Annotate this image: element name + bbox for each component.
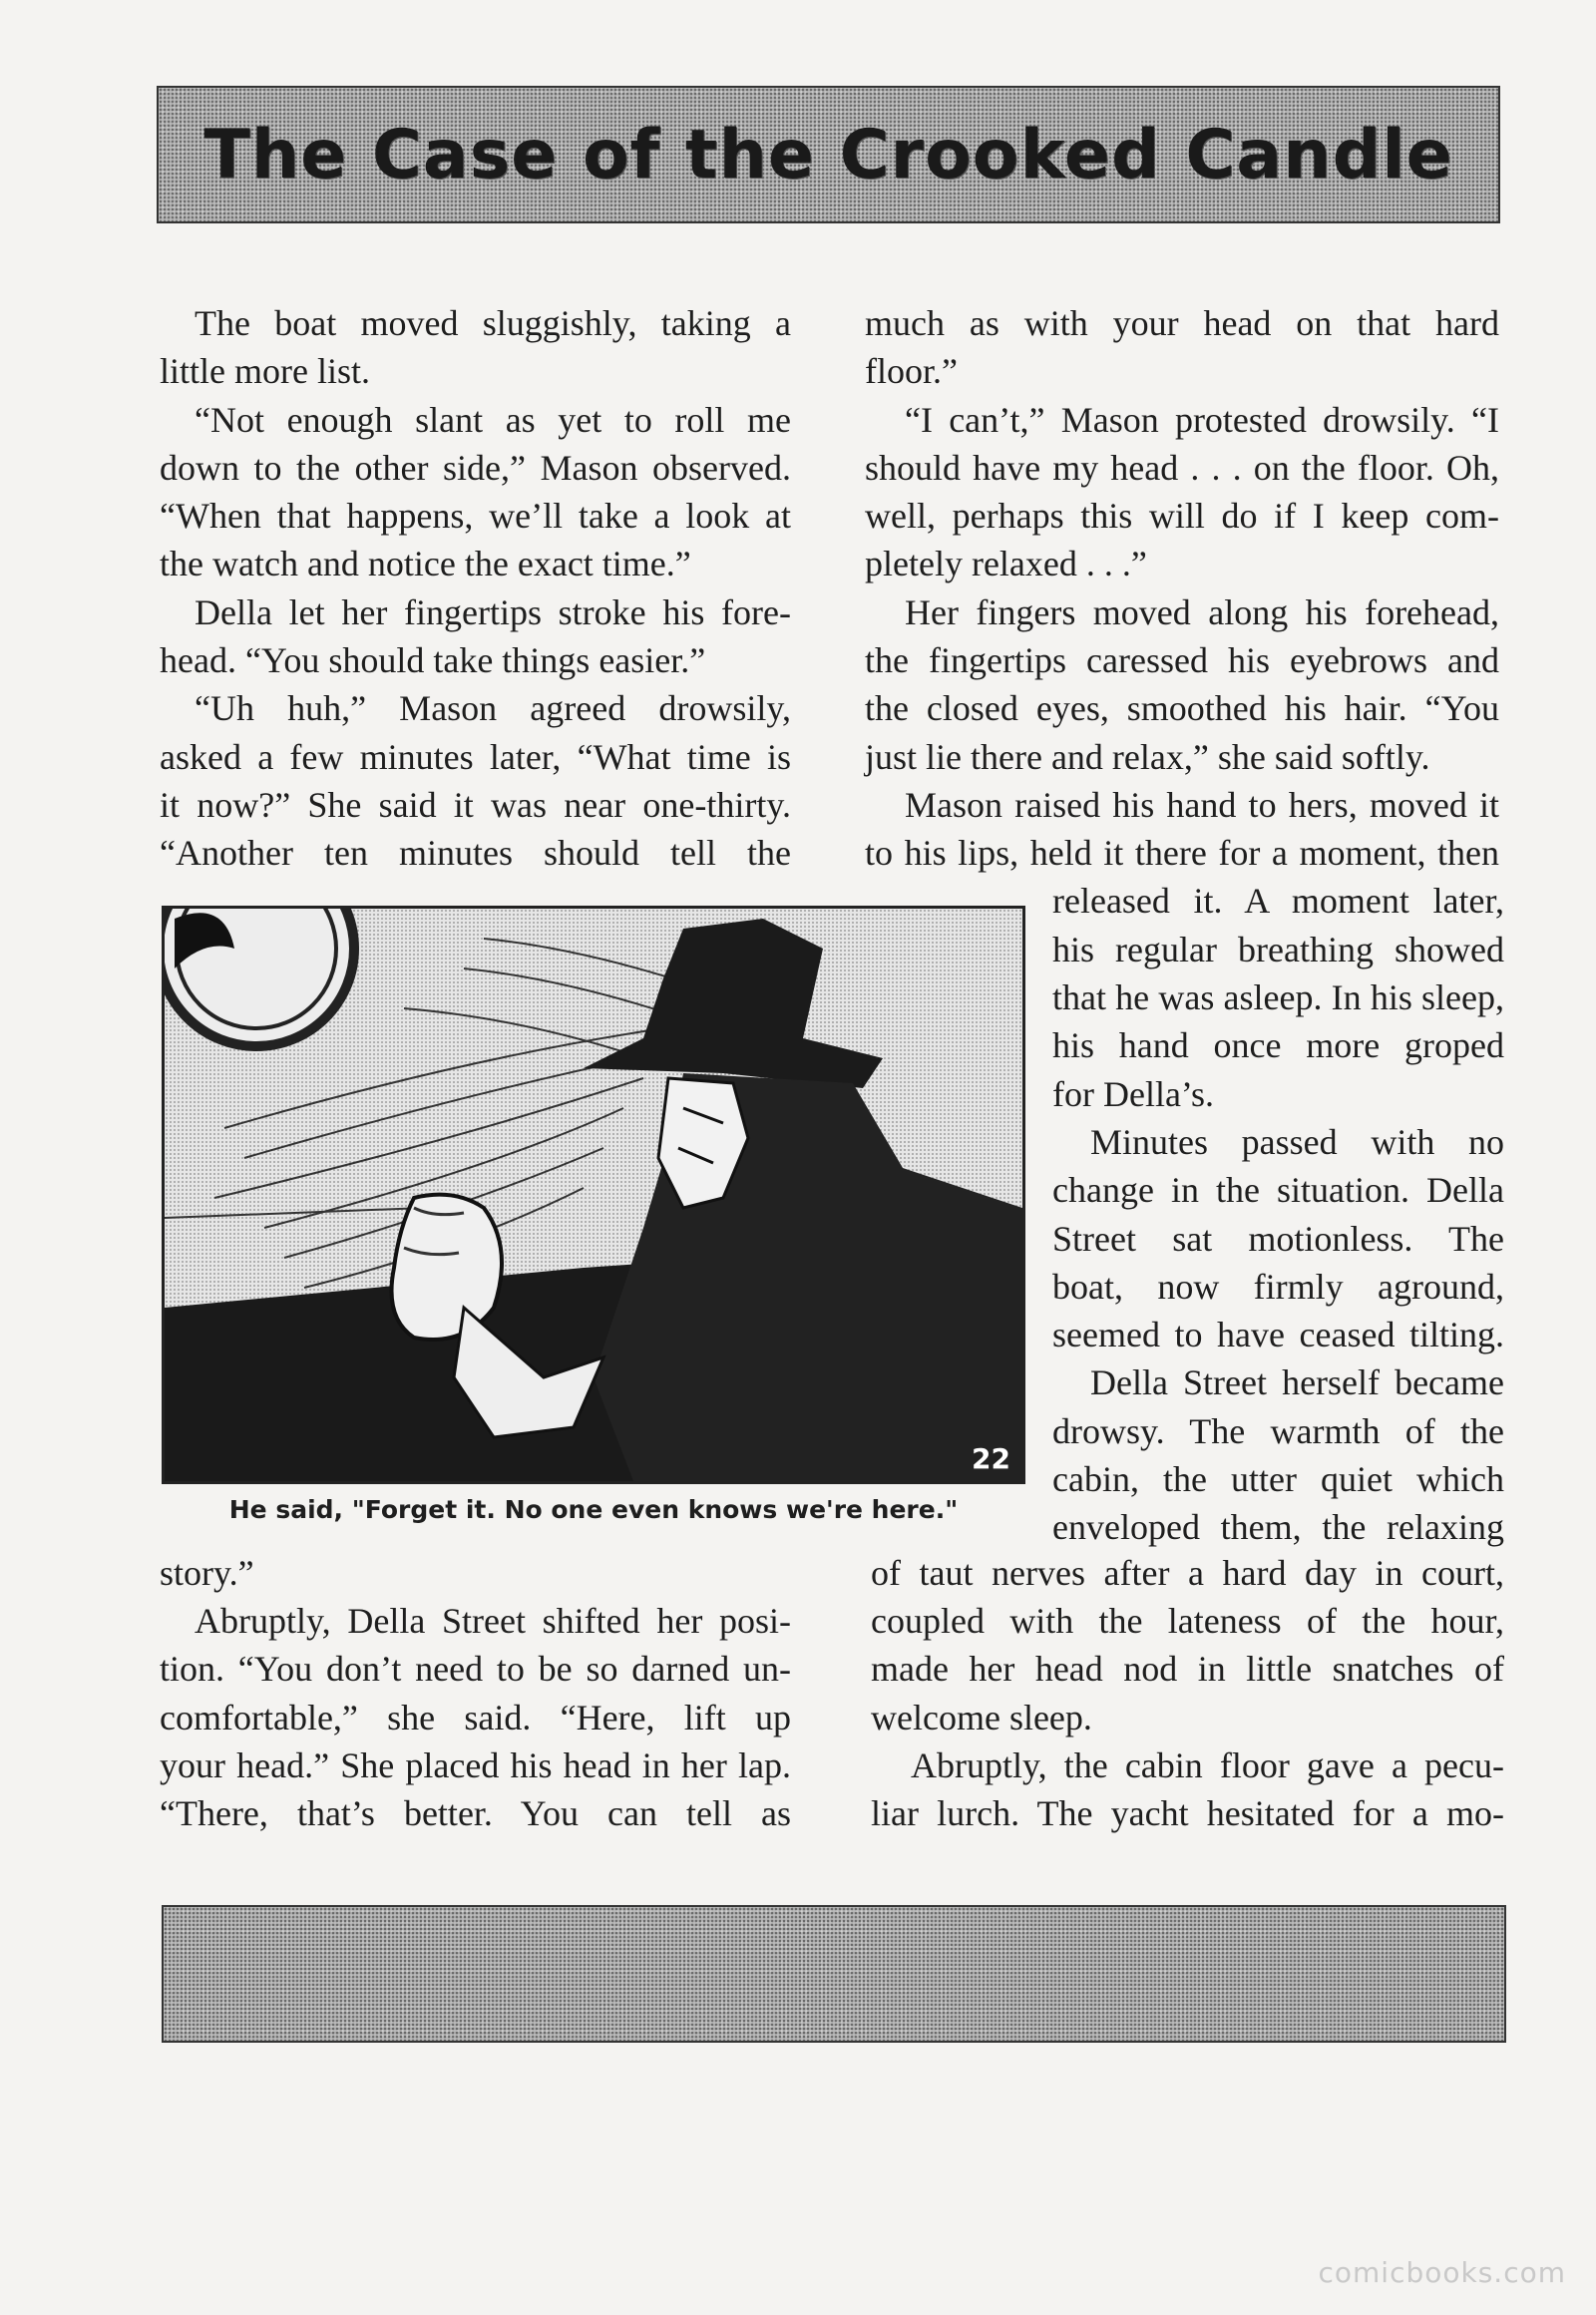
text-line: Abruptly, the cabin floor gave a pecu- <box>911 1745 1504 1785</box>
text-line: Della let her fingertips stroke his fore- <box>195 592 791 632</box>
text-line: made her head nod in little snatches of <box>871 1649 1504 1689</box>
text-line: drowsy. The warmth of the <box>1052 1411 1504 1451</box>
text-line: Della Street herself became <box>1090 1362 1504 1402</box>
text-line: cabin, the utter quiet which <box>1052 1459 1504 1499</box>
text-line: Minutes passed with no <box>1090 1122 1504 1162</box>
text-line: much as with your head on that hard <box>865 303 1499 343</box>
text-line: “There, that’s better. You can tell as <box>160 1793 791 1833</box>
text-line: comfortable,” she said. “Here, lift up <box>160 1698 791 1737</box>
text-line: Her fingers moved along his forehead, <box>905 592 1499 632</box>
text-line: pletely relaxed . . .” <box>865 544 1147 583</box>
text-line: “When that happens, we’ll take a look at <box>160 496 791 536</box>
text-line: story.” <box>160 1553 254 1593</box>
text-line: Street sat motionless. The <box>1052 1219 1504 1259</box>
text-line: liar lurch. The yacht hesitated for a mo- <box>871 1793 1504 1833</box>
story-title: The Case of the Crooked Candle <box>203 115 1453 194</box>
text-line: just lie there and relax,” she said softly. <box>865 737 1430 777</box>
text-line: the closed eyes, smoothed his hair. “You <box>865 688 1499 728</box>
text-line: that he was asleep. In his sleep, <box>1052 977 1504 1017</box>
text-line: little more list. <box>160 351 370 391</box>
text-line: coupled with the lateness of the hour, <box>871 1601 1504 1641</box>
text-line: the watch and notice the exact time.” <box>160 544 691 583</box>
text-line: well, perhaps this will do if I keep com- <box>865 496 1499 536</box>
text-line: should have my head . . . on the floor. Oh, <box>865 448 1499 488</box>
bottom-banner <box>162 1905 1506 2043</box>
text-line: it now?” She said it was near one-thirty. <box>160 785 791 825</box>
text-line: his regular breathing showed <box>1052 930 1504 969</box>
text-line: released it. A moment later, <box>1052 881 1504 921</box>
text-line: his hand once more groped <box>1052 1025 1504 1065</box>
story-illustration <box>162 906 1025 1484</box>
text-line: boat, now firmly aground, <box>1052 1267 1504 1307</box>
text-line: Mason raised his hand to hers, moved it <box>905 785 1499 825</box>
text-line: for Della’s. <box>1052 1074 1214 1114</box>
text-line: “Uh huh,” Mason agreed drowsily, <box>195 688 791 728</box>
text-line: change in the situation. Della <box>1052 1170 1504 1210</box>
text-line: tion. “You don’t need to be so darned un- <box>160 1649 791 1689</box>
text-line: head. “You should take things easier.” <box>160 640 706 680</box>
text-line: down to the other side,” Mason observed. <box>160 448 791 488</box>
text-line: enveloped them, the relaxing <box>1052 1507 1504 1547</box>
text-line: The boat moved sluggishly, taking a <box>195 303 791 343</box>
illustration-caption: He said, "Forget it. No one even knows we're here." <box>228 1495 959 1524</box>
text-line: “Another ten minutes should tell the <box>160 833 791 873</box>
watermark: comicbooks.com <box>1318 2256 1566 2289</box>
text-line: Abruptly, Della Street shifted her posi- <box>195 1601 791 1641</box>
text-line: asked a few minutes later, “What time is <box>160 737 791 777</box>
illustration-drawing <box>165 909 1022 1481</box>
text-line: “Not enough slant as yet to roll me <box>195 400 791 440</box>
text-line: floor.” <box>865 351 958 391</box>
panel-number: 22 <box>972 1442 1010 1475</box>
title-banner <box>157 86 1500 223</box>
text-line: welcome sleep. <box>871 1698 1092 1737</box>
text-line: your head.” She placed his head in her lap. <box>160 1745 791 1785</box>
text-line: to his lips, held it there for a moment, then <box>865 833 1499 873</box>
text-line: “I can’t,” Mason protested drowsily. “I <box>905 400 1499 440</box>
text-line: the fingertips caressed his eyebrows and <box>865 640 1499 680</box>
text-line: of taut nerves after a hard day in court, <box>871 1553 1504 1593</box>
text-line: seemed to have ceased tilting. <box>1052 1315 1504 1354</box>
